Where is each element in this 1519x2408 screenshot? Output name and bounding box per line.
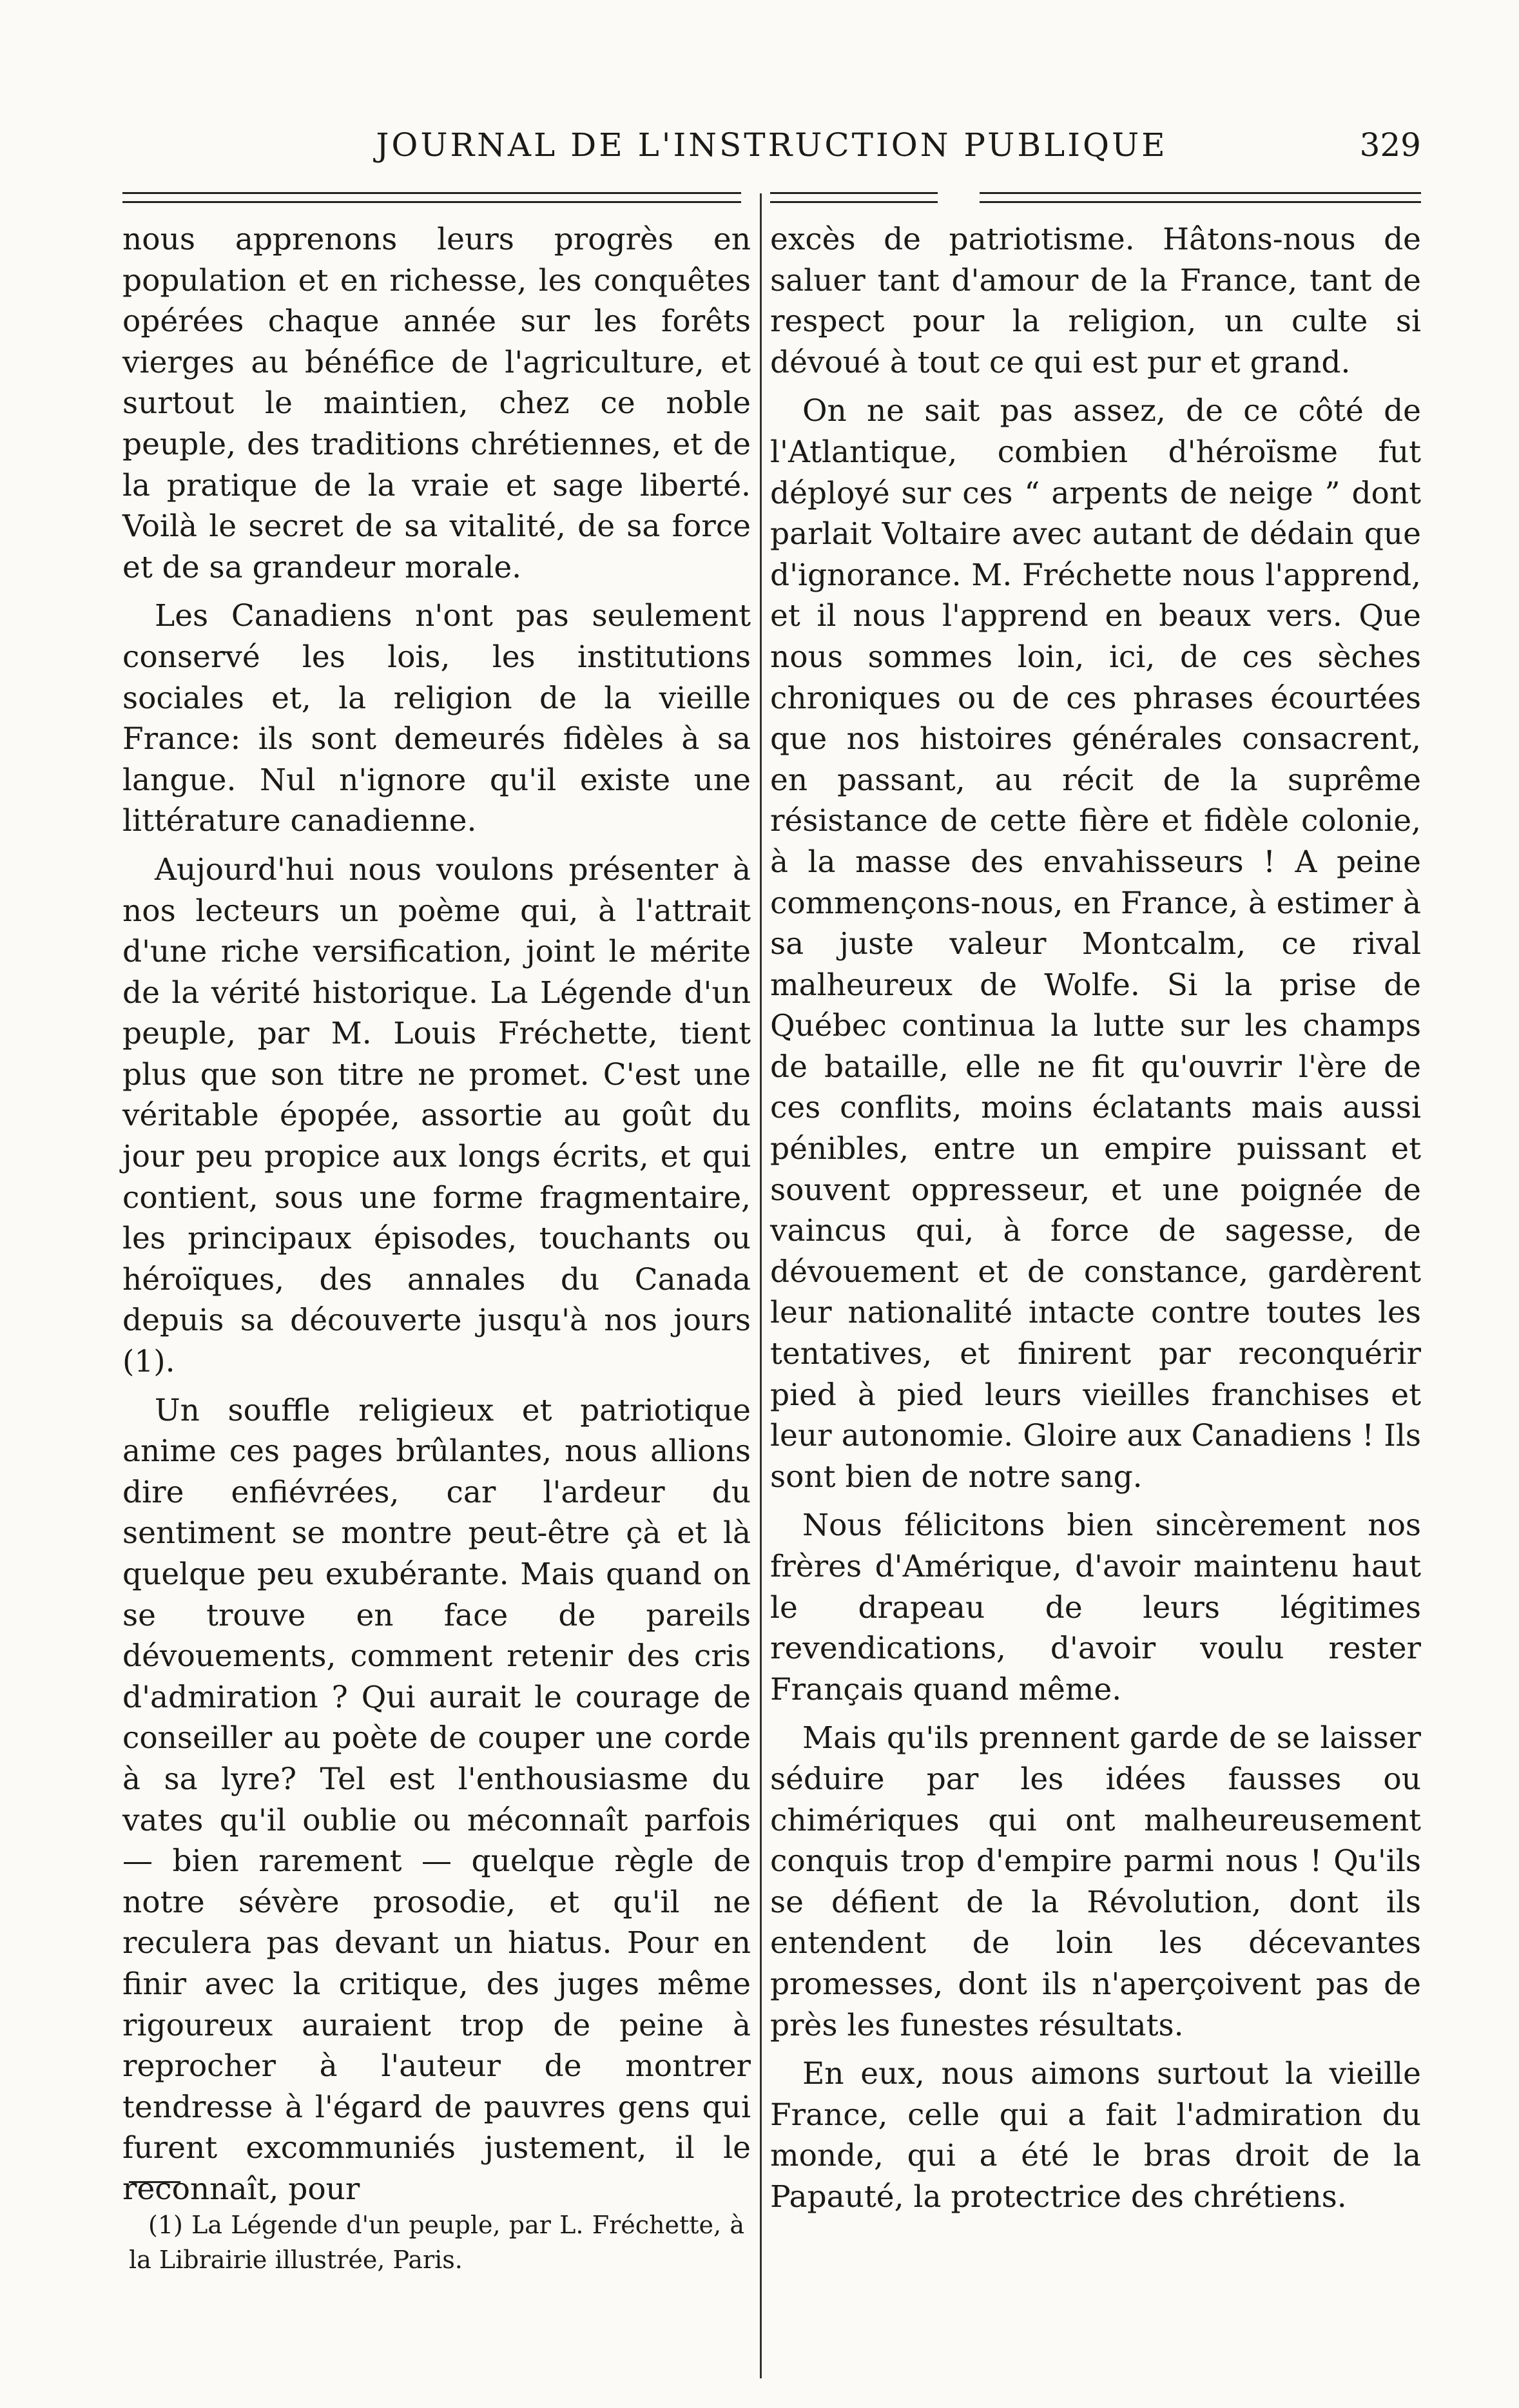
header-rule-mid-bottom	[770, 201, 938, 203]
footnote	[129, 2208, 744, 2277]
header-rule-left-bottom	[122, 201, 741, 203]
left-column	[122, 219, 751, 2218]
paragraph: Les Canadiens n'ont pas seulement conservé les lois, les institutions sociales et, la religion de la vieille France: ils sont demeurés fidèles à sa langue. Nul n'ignore qu'il existe une littérature canadienne.	[122, 598, 751, 839]
paragraph: On ne sait pas assez, de ce côté de l'Atlantique, combien d'héroïsme fut déployé sur ces “ arpents de neige ” dont parlait Voltaire avec autant de dédain que d'ignorance. M. Fréchette nous l'apprend, et il nous l'apprend en beaux vers. Que nous sommes loin, ici, de ces sèches chroniques ou de ces phrases écourtées que nos histoires générales consacrent, en passant, au récit de la suprême résistance de cette fière et fidèle colonie, à la masse des envahisseurs ! A peine commençons-nous, en France, à estimer à sa juste valeur Montcalm, ce rival malheureux de Wolfe. Si la prise de Québec continua la lutte sur les champs de bataille, elle ne fit qu'ouvrir l'ère de ces conflits, moins éclatants mais aussi pénibles, entre un empire puissant et souvent oppresseur, et une poignée de vaincus qui, à force de sagesse, de dévouement et de constance, gardèrent leur nationalité intacte contre toutes les tentatives, et finirent par reconquérir pied à pied leurs vieilles franchises et leur autonomie. Gloire aux Canadiens ! Ils sont bien de notre sang.	[770, 393, 1421, 1495]
header-rule-left-top	[122, 192, 741, 194]
paragraph: En eux, nous aimons surtout la vieille France, celle qui a fait l'admiration du monde, qui a été le bras droit de la Papauté, la protectrice des chrétiens.	[770, 2056, 1421, 2215]
paragraph: Mais qu'ils prennent garde de se laisser séduire par les idées fausses ou chimériques qui ont malheureusement conquis trop d'empire parmi nous ! Qu'ils se défient de la Révolution, dont ils entendent de loin les décevantes promesses, dont ils n'aperçoivent pas de près les funestes résultats.	[770, 1720, 1421, 2043]
header-rule-right-bottom	[980, 201, 1421, 203]
page-number: 329	[1359, 126, 1421, 164]
paragraph: excès de patriotisme. Hâtons-nous de saluer tant d'amour de la France, tant de respect pour la religion, un culte si dévoué à tout ce qui est pur et grand.	[770, 222, 1421, 380]
header-rule-right-top	[980, 192, 1421, 194]
right-column	[770, 219, 1421, 2226]
paragraph: Un souffle religieux et patriotique anime ces pages brûlantes, nous allions dire enfiévrées, car l'ardeur du sentiment se montre peut-être çà et là quelque peu exubérante. Mais quand on se trouve en face de pareils dévouements, comment retenir des cris d'admiration ? Qui aurait le courage de conseiller au poète de couper une corde à sa lyre? Tel est l'enthousiasme du vates qu'il oublie ou méconnaît parfois — bien rarement — quelque règle de notre sévère prosodie, et qu'il ne reculera pas devant un hiatus. Pour en finir avec la critique, des juges même rigoureux auraient trop de peine à reprocher à l'auteur de montrer tendresse à l'égard de pauvres gens qui furent excommuniés justement, il le reconnaît, pour	[122, 1392, 751, 2207]
paragraph: Nous félicitons bien sincèrement nos frères d'Amérique, d'avoir maintenu haut le drapeau de leurs légitimes revendications, d'avoir voulu rester Français quand même.	[770, 1508, 1421, 1707]
footnote-text: (1) La Légende d'un peuple, par L. Fréchette, à la Librairie illustrée, Paris.	[129, 2211, 744, 2274]
paragraph: Aujourd'hui nous voulons présenter à nos lecteurs un poème qui, à l'attrait d'une riche versification, joint le mérite de la vérité historique. La Légende d'un peuple, par M. Louis Fréchette, tient plus que son titre ne promet. C'est une véritable épopée, assortie au goût du jour peu propice aux longs écrits, et qui contient, sous une forme fragmentaire, les principaux épisodes, touchants ou héroïques, des annales du Canada depuis sa découverte jusqu'à nos jours (1).	[122, 851, 751, 1380]
paragraph: nous apprenons leurs progrès en population et en richesse, les conquêtes opérées chaque année sur les forêts vierges au bénéfice de l'agriculture, et surtout le maintien, chez ce noble peuple, des traditions chrétiennes, et de la pratique de la vraie et sage liberté. Voilà le secret de sa vitalité, de sa force et de sa grandeur morale.	[122, 222, 751, 585]
header-rule-mid-top	[770, 192, 938, 194]
running-title: JOURNAL DE L'INSTRUCTION PUBLIQUE	[376, 126, 1168, 164]
column-divider	[760, 193, 762, 2378]
footnote-separator	[129, 2181, 180, 2183]
page-header	[122, 122, 1421, 174]
